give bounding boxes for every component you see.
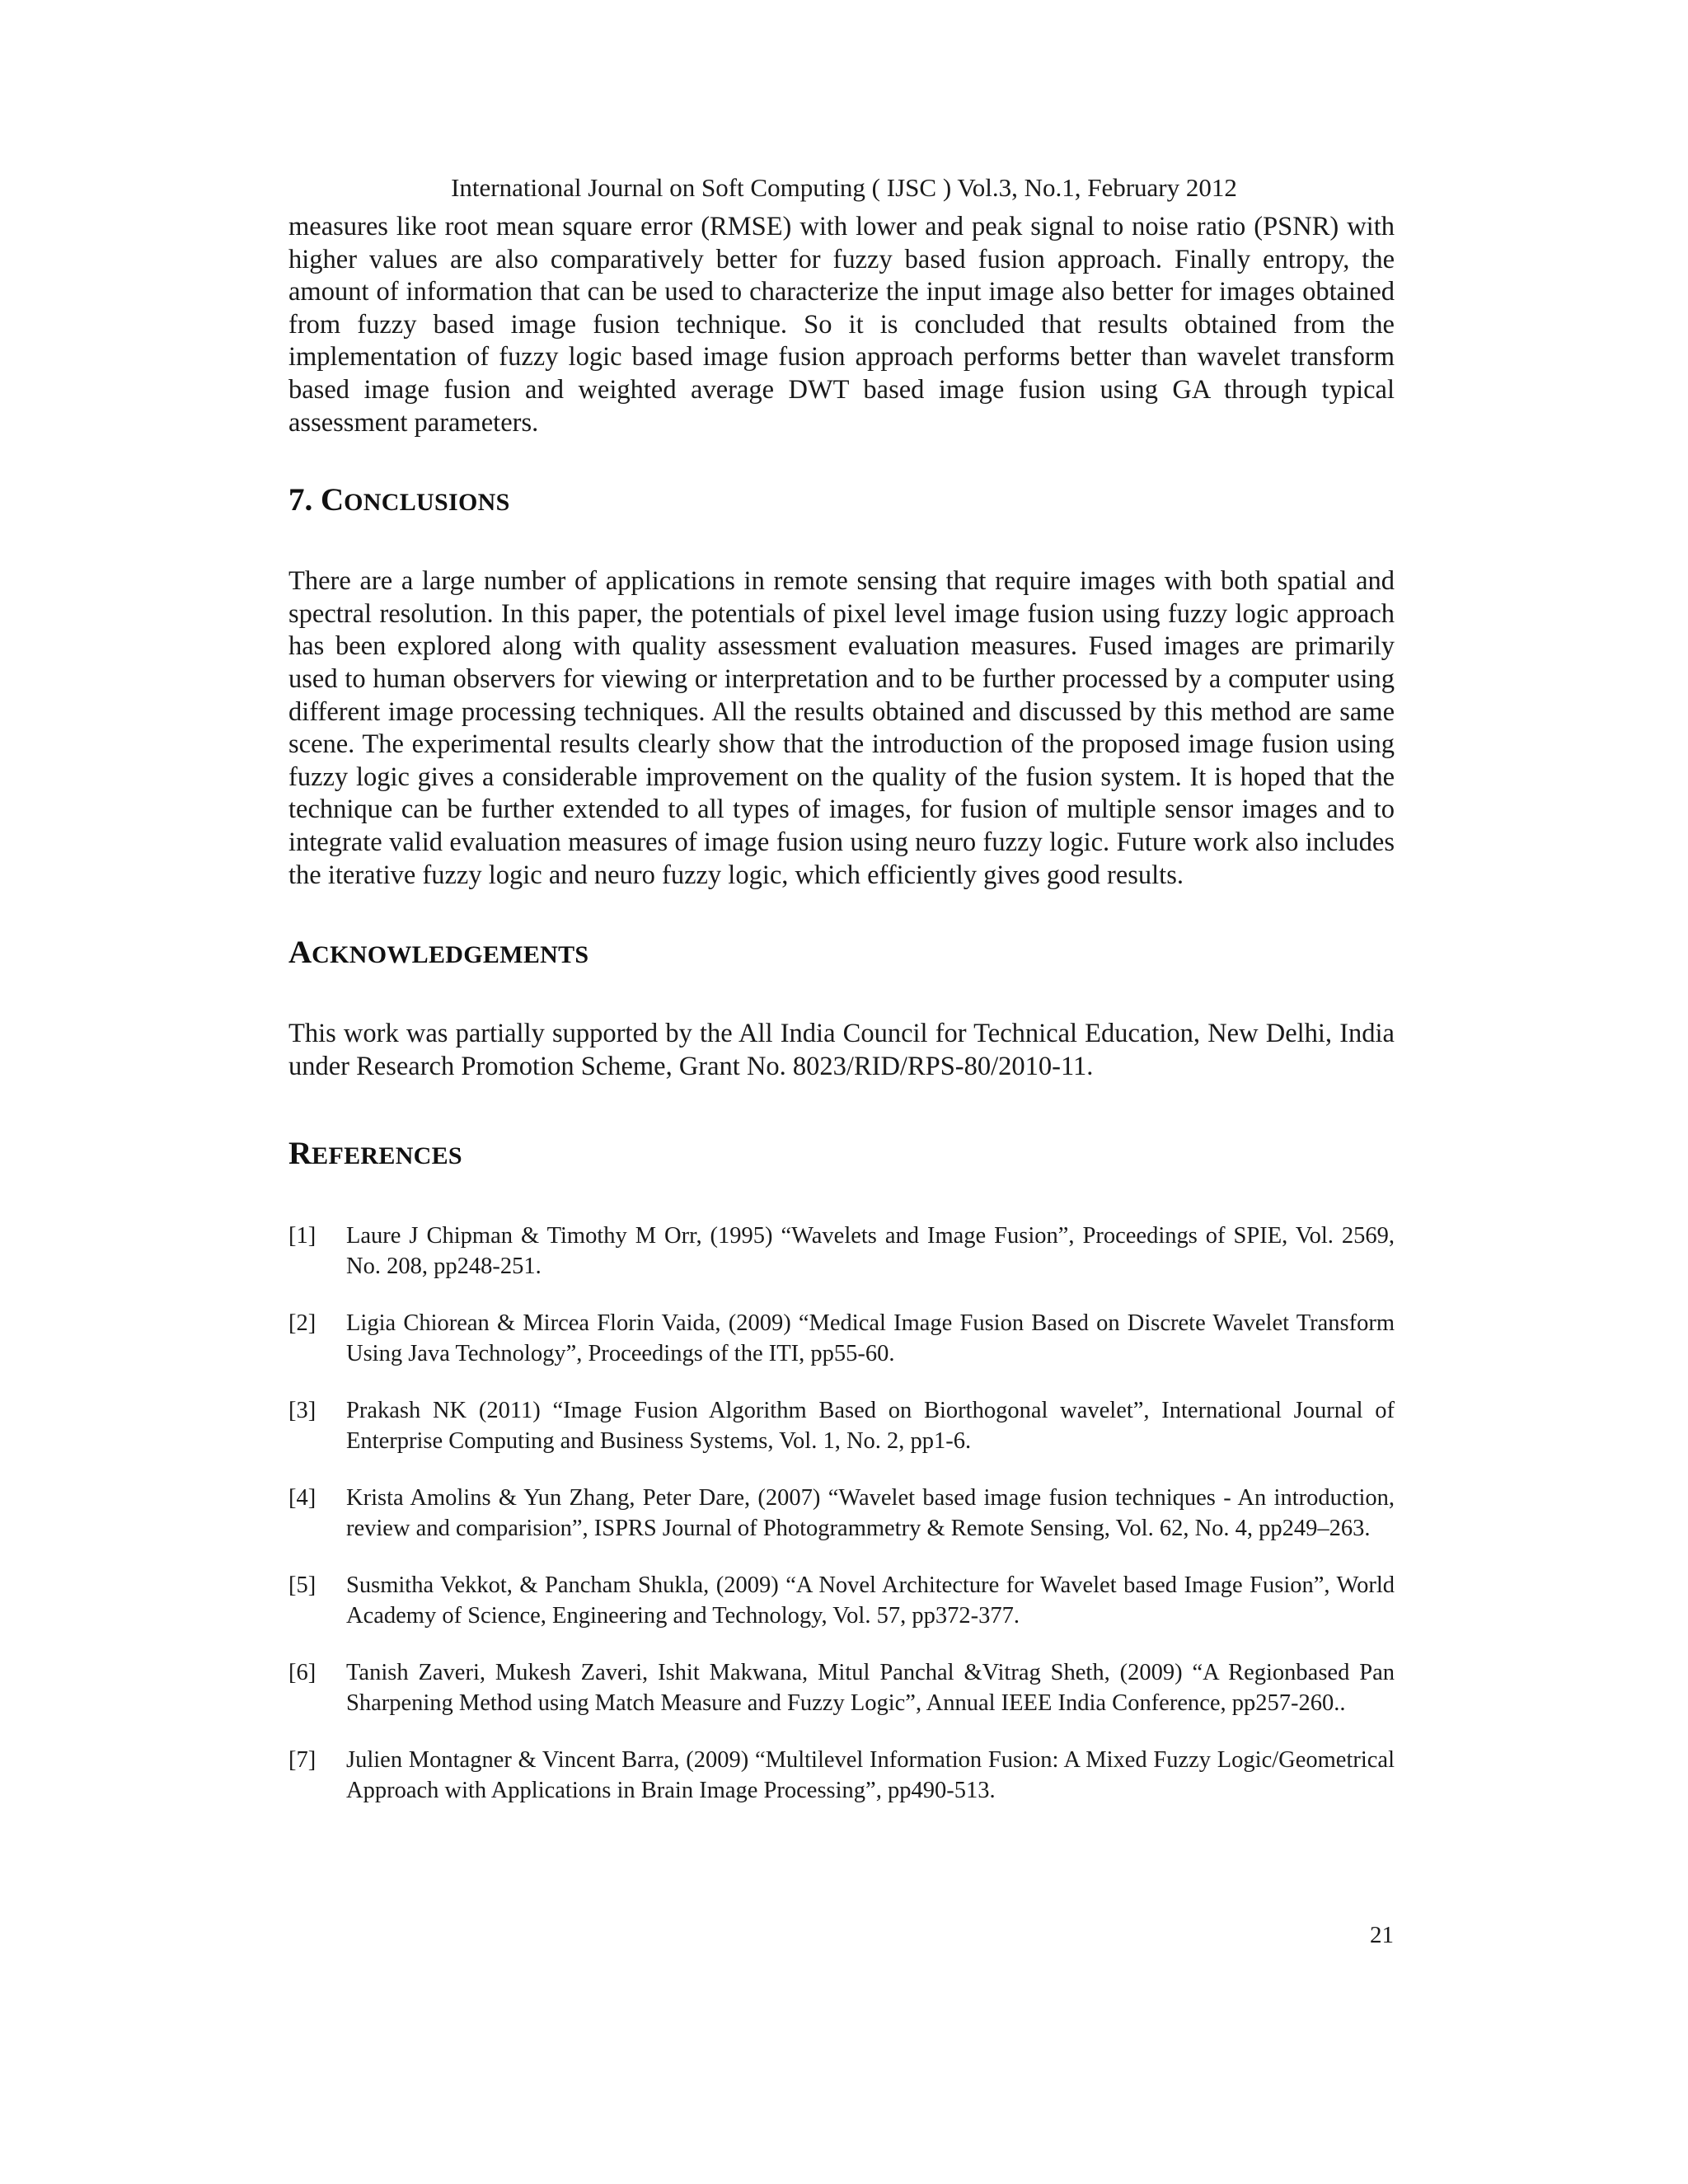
conclusions-heading-rest: ONCLUSIONS (344, 489, 510, 517)
page-body (288, 211, 1395, 1832)
references-heading-initial: R (288, 1136, 312, 1172)
reference-text: Ligia Chiorean & Mircea Florin Vaida, (2009) “Medical Image Fusion Based on Discrete Wavelet Transform Using Java Technology”, Proceedings of the ITI, pp55-60. (346, 1310, 1395, 1367)
conclusions-heading (288, 480, 1395, 523)
reference-number: [1] (288, 1223, 316, 1249)
running-header: International Journal on Soft Computing ( IJSC ) Vol.3, No.1, February 2012 (451, 173, 1237, 202)
acknowledgements-heading-rest: CKNOWLEDGEMENTS (312, 941, 589, 969)
conclusions-heading-number: 7. (288, 482, 321, 518)
references-heading (288, 1134, 1395, 1176)
reference-text: Susmitha Vekkot, & Pancham Shukla, (2009) “A Novel Architecture for Wavelet based Image Fusion”, World Academy of Science, Engineering and Technology, Vol. 57, pp372-377. (346, 1572, 1395, 1629)
reference-text: Tanish Zaveri, Mukesh Zaveri, Ishit Makwana, Mitul Panchal &Vitrag Sheth, (2009) “A Regionbased Pan Sharpening Method using Match Measure and Fuzzy Logic”, Annual IEEE India Conference, pp257-260.. (346, 1660, 1395, 1717)
reference-number: [6] (288, 1660, 316, 1686)
reference-item (288, 1745, 1395, 1806)
reference-item (288, 1657, 1395, 1718)
reference-item (288, 1221, 1395, 1282)
reference-number: [7] (288, 1747, 316, 1774)
intro-paragraph: measures like root mean square error (RMSE) with lower and peak signal to noise ratio (PSNR) with higher values are also comparatively better for fuzzy based fusion approach. Finally entropy, the amount of information that can be used to characterize the input image also better for images obtained from fuzzy based image fusion technique. So it is concluded that results obtained from the implementation of fuzzy logic based image fusion approach performs better than wavelet transform based image fusion and weighted average DWT based image fusion using GA through typical assessment parameters. (288, 212, 1395, 438)
page-number: 21 (1370, 1922, 1394, 1948)
acknowledgements-heading-initial: A (288, 935, 312, 971)
acknowledgements-heading (288, 933, 1395, 975)
reference-number: [3] (288, 1398, 316, 1424)
conclusions-paragraph: There are a large number of applications in remote sensing that require images with both spatial and spectral resolution. In this paper, the potentials of pixel level image fusion using fuzzy logic approach has been explored along with quality assessment evaluation measures. Fused images are primarily used to human observers for viewing or interpretation and to be further processed by a computer using different image processing techniques. All the results obtained and discussed by this method are same scene. The experimental results clearly show that the introduction of the proposed image fusion using fuzzy logic gives a considerable improvement on the quality of the fusion system. It is hoped that the technique can be further extended to all types of images, for fusion of multiple sensor images and to integrate valid evaluation measures of image fusion using neuro fuzzy logic. Future work also includes the iterative fuzzy logic and neuro fuzzy logic, which efficiently gives good results. (288, 566, 1395, 890)
reference-list (288, 1221, 1395, 1806)
reference-number: [5] (288, 1572, 316, 1599)
reference-text: Krista Amolins & Yun Zhang, Peter Dare, (2007) “Wavelet based image fusion techniques - An introduction, review and comparision”, ISPRS Journal of Photogrammetry & Remote Sensing, Vol. 62, No. 4, pp249–263. (346, 1485, 1395, 1542)
reference-item (288, 1308, 1395, 1369)
reference-text: Julien Montagner & Vincent Barra, (2009) “Multilevel Information Fusion: A Mixed Fuzzy Logic/Geometrical Approach with Applications in Brain Image Processing”, pp490-513. (346, 1747, 1395, 1804)
conclusions-heading-initial: C (321, 482, 345, 518)
reference-number: [2] (288, 1310, 316, 1337)
reference-item (288, 1570, 1395, 1631)
acknowledgements-paragraph: This work was partially supported by the All India Council for Technical Education, New Delhi, India under Research Promotion Scheme, Grant No. 8023/RID/RPS-80/2010-11. (288, 1019, 1395, 1081)
references-heading-rest: EFERENCES (312, 1142, 462, 1170)
reference-item (288, 1483, 1395, 1544)
reference-text: Prakash NK (2011) “Image Fusion Algorithm Based on Biorthogonal wavelet”, International Journal of Enterprise Computing and Business Systems, Vol. 1, No. 2, pp1-6. (346, 1398, 1395, 1455)
reference-item (288, 1395, 1395, 1456)
reference-text: Laure J Chipman & Timothy M Orr, (1995) “Wavelets and Image Fusion”, Proceedings of SPIE, Vol. 2569, No. 208, pp248-251. (346, 1223, 1395, 1280)
reference-number: [4] (288, 1485, 316, 1511)
